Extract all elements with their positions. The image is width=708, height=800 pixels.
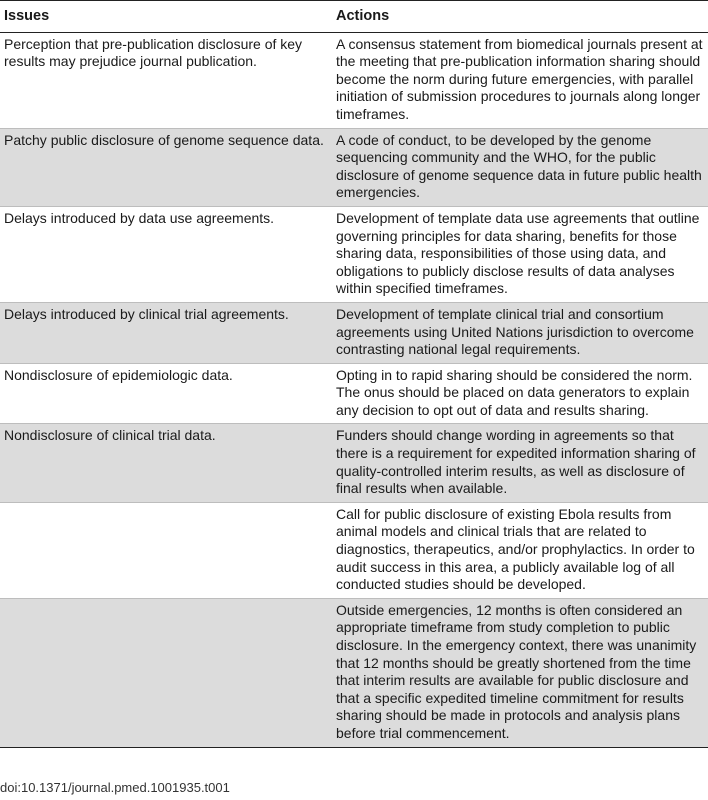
issue-cell: Perception that pre-publication disclosure of key results may prejudice journal publication. xyxy=(0,32,332,128)
action-cell: A code of conduct, to be developed by the genome sequencing community and the WHO, for the public disclosure of genome sequence data in future public health emergencies. xyxy=(332,128,708,206)
action-cell: Call for public disclosure of existing Ebola results from animal models and clinical trials that are related to diagnostics, therapeutics, and/or prophylactics. In order to audit success in this area, a publicly available log of all conducted studies should be developed. xyxy=(332,502,708,598)
doi-caption: doi:10.1371/journal.pmed.1001935.t001 xyxy=(0,780,230,795)
issue-cell: Patchy public disclosure of genome sequence data. xyxy=(0,128,332,206)
table-row xyxy=(0,302,708,363)
action-cell: Funders should change wording in agreements so that there is a requirement for expedited information sharing of quality-controlled interim results, as well as disclosure of final results when available. xyxy=(332,424,708,502)
table-row xyxy=(0,598,708,747)
table-row xyxy=(0,502,708,598)
table-row xyxy=(0,363,708,424)
issue-cell: Delays introduced by clinical trial agreements. xyxy=(0,302,332,363)
table-row xyxy=(0,424,708,502)
header-actions: Actions xyxy=(336,8,390,24)
issue-cell: Nondisclosure of epidemiologic data. xyxy=(0,363,332,424)
table-row xyxy=(0,128,708,206)
issue-cell: Delays introduced by data use agreements. xyxy=(0,206,332,302)
action-cell: Development of template data use agreements that outline governing principles for data sharing, benefits for those sharing data, responsibilities of those using data, and obligations to publicly disclose results of data analyses within specified timeframes. xyxy=(332,206,708,302)
action-cell: A consensus statement from biomedical journals present at the meeting that pre-publication information sharing should become the norm during future emergencies, with parallel initiation of submission procedures to journals along longer timeframes. xyxy=(332,32,708,128)
action-cell: Opting in to rapid sharing should be considered the norm. The onus should be placed on data generators to explain any decision to opt out of data and results sharing. xyxy=(332,363,708,424)
issue-cell: Nondisclosure of clinical trial data. xyxy=(0,424,332,502)
table-row xyxy=(0,206,708,302)
issue-cell xyxy=(0,502,332,598)
issue-cell xyxy=(0,598,332,747)
action-cell: Outside emergencies, 12 months is often considered an appropriate timeframe from study completion to public disclosure. In the emergency context, there was unanimity that 12 months should be greatly shortened from the time that interim results are available for public disclosure and that a specific expedited timeline commitment for results sharing should be made in protocols and analysis plans before trial commencement. xyxy=(332,598,708,747)
table-row xyxy=(0,32,708,128)
action-cell: Development of template clinical trial and consortium agreements using United Nations jurisdiction to overcome contrasting national legal requirements. xyxy=(332,302,708,363)
header-issues: Issues xyxy=(4,8,50,24)
table-header-row xyxy=(0,1,708,33)
